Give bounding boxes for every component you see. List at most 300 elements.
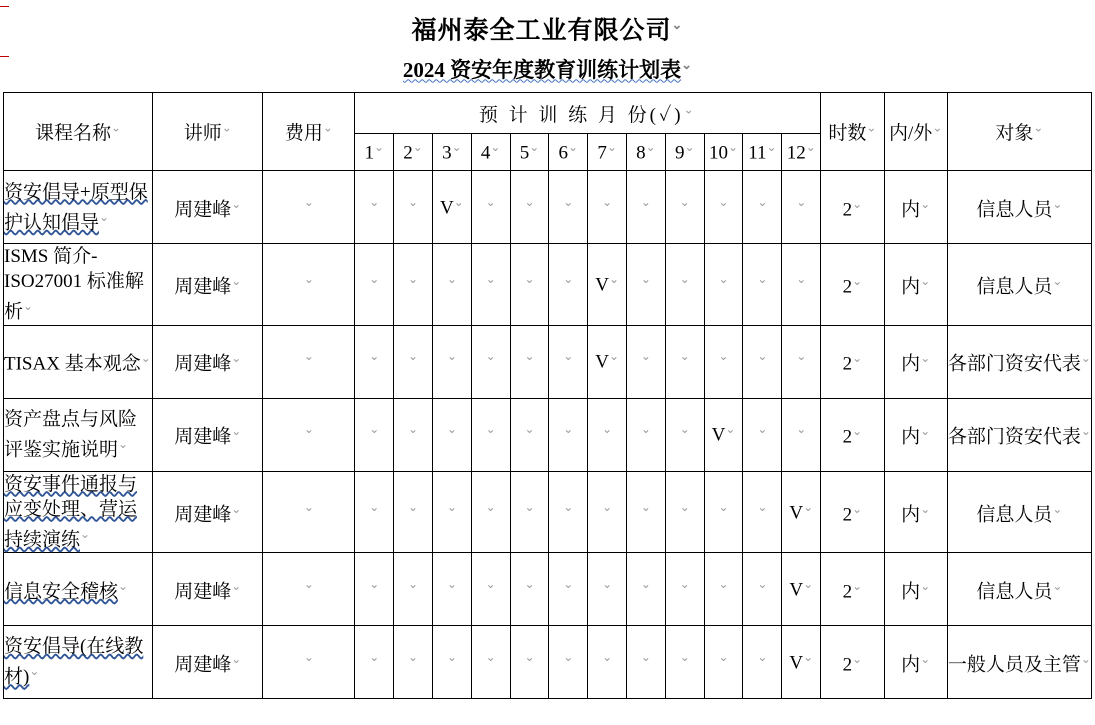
paragraph-mark-icon: ⌄ [231,501,242,516]
cell-month-1 [355,398,394,471]
paragraph-mark-icon: ⌄ [1080,424,1091,439]
paragraph-mark-icon: ⌄ [608,349,620,364]
cell-target [947,471,1091,552]
header-month-11-label: 11 [748,142,767,164]
paragraph-mark-icon: ⌄ [408,349,419,364]
paragraph-mark-icon: ⌄ [563,576,574,591]
header-month-2 [394,134,433,171]
check-mark: V [595,351,609,373]
paragraph-mark-icon: ⌄ [231,351,242,366]
cell-month-10 [704,398,743,471]
paragraph-mark-icon: ⌄ [679,349,690,364]
paragraph-mark-icon: ⌄ [231,651,242,666]
paragraph-mark-icon: ⌄ [563,349,574,364]
paragraph-mark-icon: ⌄ [568,140,579,155]
cell-target [947,398,1091,471]
paragraph-mark-icon: ⌄ [757,499,768,514]
paragraph-mark-icon: ⌄ [602,576,613,591]
paragraph-mark-icon: ⌄ [446,576,457,591]
paragraph-mark-icon: ⌄ [303,272,314,287]
cell-lecturer [153,398,263,471]
paragraph-mark-icon: ⌄ [602,422,613,437]
paragraph-mark-icon: ⌄ [408,195,419,210]
hours-value: 2 [842,353,853,375]
course-name: 信息安全稽核 [4,581,119,603]
paragraph-mark-icon: ⌄ [231,274,242,289]
header-course-label: 课程名称 [35,123,112,145]
paragraph-mark-icon: ⌄ [322,121,333,135]
target-value: 信息人员 [976,199,1053,221]
paragraph-mark-icon: ⌄ [485,649,496,664]
target-value: 一般人员及主管 [947,654,1081,676]
cell-inout [884,398,947,471]
cell-month-7 [588,471,627,552]
header-month-9 [665,134,704,171]
table-row [4,244,1092,325]
paragraph-mark-icon: ⌄ [679,195,690,210]
paragraph-mark-icon: ⌄ [602,499,613,514]
cell-month-8 [627,625,666,698]
header-month-3 [432,134,471,171]
cell-month-6 [549,171,588,244]
target-value: 各部门资安代表 [947,353,1081,375]
cell-month-6 [549,325,588,398]
paragraph-mark-icon: ⌄ [485,499,496,514]
paragraph-mark-icon: ⌄ [446,649,457,664]
paragraph-mark-icon: ⌄ [1052,578,1063,593]
cell-fee [263,325,355,398]
paragraph-mark-icon: ⌄ [805,140,816,155]
header-month-9-label: 9 [674,142,685,164]
check-mark: V [789,579,804,601]
cell-month-2 [394,552,433,625]
cell-month-3 [432,398,471,471]
paragraph-mark-icon: ⌄ [524,576,535,591]
cell-fee [263,171,355,244]
paragraph-mark-icon: ⌄ [99,209,110,224]
cell-target [947,244,1091,325]
table-row [4,625,1092,698]
paragraph-mark-icon: ⌄ [524,422,535,437]
cell-month-4 [471,471,510,552]
cell-hours [821,398,884,471]
paragraph-mark-icon: ⌄ [852,274,863,289]
paragraph-mark-icon: ⌄ [485,272,496,287]
lecturer-name: 周建峰 [174,276,232,298]
paragraph-mark-icon: ⌄ [80,526,91,541]
header-hours [821,93,884,171]
header-months-group-label: 预 计 训 练 月 份(✓) [478,104,684,126]
paragraph-mark-icon: ⌄ [369,422,380,437]
cell-hours [821,325,884,398]
paragraph-mark-icon: ⌄ [369,272,380,287]
paragraph-mark-icon: ⌄ [920,351,931,366]
hours-value: 2 [842,199,853,221]
paragraph-mark-icon: ⌄ [725,422,736,437]
paragraph-mark-icon: ⌄ [1033,121,1044,135]
cell-month-10 [704,552,743,625]
hours-value: 2 [842,654,853,676]
paragraph-mark-icon: ⌄ [679,272,690,287]
cell-month-11 [743,244,782,325]
cell-month-9 [665,552,704,625]
paragraph-mark-icon: ⌄ [453,195,464,210]
paragraph-mark-icon: ⌄ [373,140,385,155]
cell-inout [884,552,947,625]
cell-inout [884,325,947,398]
header-inout-label: 内/外 [889,123,933,145]
cell-month-4 [471,325,510,398]
paragraph-mark-icon: ⌄ [796,195,807,210]
header-lecturer-label: 讲师 [183,123,222,145]
cell-lecturer [153,171,263,244]
cell-hours [821,552,884,625]
paragraph-mark-icon: ⌄ [1052,501,1063,516]
cell-month-9 [665,325,704,398]
inout-value: 内 [901,503,921,525]
header-month-10-label: 10 [709,142,729,164]
cell-month-5 [510,398,549,471]
cell-month-3 [432,625,471,698]
header-fee-label: 费用 [284,123,323,145]
paragraph-mark-icon: ⌄ [303,649,314,664]
paragraph-mark-icon: ⌄ [803,499,814,514]
header-month-1 [355,134,394,171]
target-value: 信息人员 [976,503,1053,525]
header-month-8-label: 8 [636,142,646,164]
paragraph-mark-icon: ⌄ [852,501,863,516]
header-month-3-label: 3 [442,142,452,164]
cell-course [4,552,153,625]
cell-month-7 [588,625,627,698]
table-row [4,552,1092,625]
cell-course [4,171,153,244]
target-value: 信息人员 [976,581,1053,603]
cell-month-10 [704,171,743,244]
paragraph-mark-icon: ⌄ [408,649,419,664]
header-month-12-label: 12 [786,142,806,164]
paragraph-mark-icon: ⌄ [920,651,931,666]
cell-course [4,325,153,398]
paragraph-mark-icon: ⌄ [303,499,314,514]
paragraph-mark-icon: ⌄ [757,195,768,210]
paragraph-mark-icon: ⌄ [446,272,457,287]
cell-month-5 [510,552,549,625]
paragraph-mark-icon: ⌄ [757,349,768,364]
lecturer-name: 周建峰 [174,654,232,676]
cell-month-10 [704,625,743,698]
paragraph-mark-icon: ⌄ [231,578,242,593]
cell-month-4 [471,552,510,625]
document-title-text: 福州泰全工业有限公司 [411,17,672,45]
cell-month-10 [704,471,743,552]
header-month-6-label: 6 [558,142,569,164]
cell-month-3 [432,171,471,244]
cell-month-6 [549,552,588,625]
cell-lecturer [153,325,263,398]
paragraph-mark-icon: ⌄ [852,578,863,593]
cell-month-8 [627,325,666,398]
course-name: 资安倡导(在线教材) [4,636,144,688]
cell-month-3 [432,325,471,398]
header-lecturer [153,93,263,171]
paragraph-mark-icon: ⌄ [866,121,877,135]
cell-fee [263,398,355,471]
check-mark: V [789,501,804,523]
table-row [4,471,1092,552]
course-name: 资产盘点与风险评鉴实施说明 [4,408,138,461]
cell-month-8 [627,398,666,471]
cell-month-11 [743,552,782,625]
cell-fee [263,625,355,698]
cell-month-8 [627,471,666,552]
table-body [4,171,1092,699]
paragraph-mark-icon: ⌄ [920,424,931,439]
paragraph-mark-icon: ⌄ [602,649,613,664]
paragraph-mark-icon: ⌄ [852,197,863,212]
inout-value: 内 [901,353,921,375]
paragraph-mark-icon: ⌄ [718,272,729,287]
cell-month-4 [471,398,510,471]
table-header [4,93,1092,171]
paragraph-mark-icon: ⌄ [563,422,574,437]
cell-month-3 [432,552,471,625]
lecturer-name: 周建峰 [174,426,232,448]
paragraph-mark-icon: ⌄ [683,102,697,117]
cell-month-11 [743,398,782,471]
cell-month-2 [394,471,433,552]
header-month-4-label: 4 [480,142,491,164]
course-name: 资安事件通报与应变处理、营运持续演练 [4,473,138,550]
cell-fee [263,471,355,552]
inout-value: 内 [901,276,921,298]
document-subtitle [0,52,1095,83]
header-month-7 [588,134,627,171]
header-month-4 [471,134,510,171]
cell-course [4,244,153,325]
cell-month-1 [355,325,394,398]
paragraph-mark-icon: ⌄ [524,349,535,364]
cell-fee [263,244,355,325]
cell-target [947,171,1091,244]
paragraph-mark-icon: ⌄ [640,349,651,364]
header-hours-label: 时数 [828,123,867,145]
paragraph-mark-icon: ⌄ [640,576,651,591]
paragraph-mark-icon: ⌄ [718,195,729,210]
cell-hours [821,471,884,552]
paragraph-mark-icon: ⌄ [718,349,729,364]
paragraph-mark-icon: ⌄ [803,576,814,591]
cell-month-7 [588,244,627,325]
cell-month-1 [355,552,394,625]
cell-month-5 [510,471,549,552]
paragraph-mark-icon: ⌄ [485,576,496,591]
paragraph-mark-icon: ⌄ [645,140,656,155]
header-month-11 [743,134,782,171]
paragraph-mark-icon: ⌄ [679,499,690,514]
cell-month-7 [588,552,627,625]
document-subtitle-text: 2024 资安年度教育训练计划表 [402,58,682,83]
paragraph-mark-icon: ⌄ [221,121,232,135]
cell-month-6 [549,471,588,552]
paragraph-mark-icon: ⌄ [684,140,695,155]
document-title [0,10,1095,46]
cell-month-10 [704,325,743,398]
header-target [947,93,1091,171]
paragraph-mark-icon: ⌄ [490,140,501,155]
cell-month-9 [665,471,704,552]
paragraph-mark-icon: ⌄ [681,57,693,73]
cell-month-11 [743,471,782,552]
paragraph-mark-icon: ⌄ [524,195,535,210]
cell-month-1 [355,471,394,552]
cell-month-7 [588,171,627,244]
course-name: ISMS 简介-ISO27001 标准解析 [4,246,144,323]
hours-value: 2 [842,503,853,525]
cell-month-9 [665,171,704,244]
cell-fee [263,552,355,625]
paragraph-mark-icon: ⌄ [23,299,34,314]
paragraph-mark-icon: ⌄ [602,195,613,210]
lecturer-name: 周建峰 [174,581,232,603]
paragraph-mark-icon: ⌄ [408,576,419,591]
cell-inout [884,625,947,698]
cell-month-9 [665,398,704,471]
paragraph-mark-icon: ⌄ [803,649,814,664]
lecturer-name: 周建峰 [174,353,232,375]
cell-month-6 [549,625,588,698]
hours-value: 2 [842,426,853,448]
table-row [4,171,1092,244]
paragraph-mark-icon: ⌄ [369,499,380,514]
cell-month-11 [743,325,782,398]
paragraph-mark-icon: ⌄ [608,272,620,287]
paragraph-mark-icon: ⌄ [920,197,931,212]
header-fee [263,93,355,171]
header-course [4,93,153,171]
paragraph-mark-icon: ⌄ [920,501,931,516]
inout-value: 内 [901,581,921,603]
cell-course [4,625,153,698]
cell-lecturer [153,625,263,698]
paragraph-mark-icon: ⌄ [563,195,574,210]
lecturer-name: 周建峰 [174,199,232,221]
paragraph-mark-icon: ⌄ [29,664,40,679]
header-month-5 [510,134,549,171]
table-row [4,398,1092,471]
paragraph-mark-icon: ⌄ [1052,197,1063,212]
paragraph-mark-icon: ⌄ [524,649,535,664]
cell-month-12 [782,325,821,398]
paragraph-mark-icon: ⌄ [796,349,807,364]
table-row [4,325,1092,398]
table-header-row-1 [4,93,1092,134]
paragraph-mark-icon: ⌄ [231,197,242,212]
header-month-8 [627,134,666,171]
cell-month-10 [704,244,743,325]
cell-hours [821,171,884,244]
cell-inout [884,244,947,325]
cell-month-6 [549,244,588,325]
paragraph-mark-icon: ⌄ [640,272,651,287]
paragraph-mark-icon: ⌄ [451,140,462,155]
paragraph-mark-icon: ⌄ [446,499,457,514]
header-month-12 [782,134,821,171]
paragraph-mark-icon: ⌄ [1080,351,1091,366]
target-value: 各部门资安代表 [947,426,1081,448]
paragraph-mark-icon: ⌄ [118,578,129,593]
check-mark: V [595,274,609,296]
cell-month-4 [471,171,510,244]
cell-inout [884,471,947,552]
cell-month-9 [665,625,704,698]
paragraph-mark-icon: ⌄ [796,272,807,287]
paragraph-mark-icon: ⌄ [679,576,690,591]
cell-month-1 [355,171,394,244]
paragraph-mark-icon: ⌄ [231,424,242,439]
paragraph-mark-icon: ⌄ [369,649,380,664]
check-mark: V [711,424,726,446]
cell-target [947,625,1091,698]
paragraph-mark-icon: ⌄ [718,649,729,664]
paragraph-mark-icon: ⌄ [852,351,863,366]
cell-month-12 [782,471,821,552]
paragraph-mark-icon: ⌄ [757,422,768,437]
cell-month-7 [588,398,627,471]
paragraph-mark-icon: ⌄ [303,195,314,210]
paragraph-mark-icon: ⌄ [529,140,540,155]
title-block [0,0,1095,83]
paragraph-mark-icon: ⌄ [679,422,690,437]
cell-target [947,552,1091,625]
cell-month-4 [471,244,510,325]
paragraph-mark-icon: ⌄ [679,649,690,664]
cell-month-8 [627,171,666,244]
cell-lecturer [153,471,263,552]
paragraph-mark-icon: ⌄ [796,422,807,437]
paragraph-mark-icon: ⌄ [606,140,617,155]
paragraph-mark-icon: ⌄ [485,349,496,364]
cell-month-1 [355,244,394,325]
paragraph-mark-icon: ⌄ [766,140,777,155]
paragraph-mark-icon: ⌄ [640,422,651,437]
cell-month-12 [782,625,821,698]
lecturer-name: 周建峰 [174,503,232,525]
cell-inout [884,171,947,244]
paragraph-mark-icon: ⌄ [932,121,943,135]
course-name: TISAX 基本观念 [4,353,141,375]
cell-course [4,471,153,552]
inout-value: 内 [901,426,921,448]
paragraph-mark-icon: ⌄ [640,499,651,514]
paragraph-mark-icon: ⌄ [111,121,122,135]
cell-month-11 [743,625,782,698]
header-target-label: 对象 [995,123,1034,145]
cell-month-2 [394,244,433,325]
cell-month-8 [627,244,666,325]
cell-month-9 [665,244,704,325]
cell-month-1 [355,625,394,698]
paragraph-mark-icon: ⌄ [640,649,651,664]
cell-month-3 [432,244,471,325]
paragraph-mark-icon: ⌄ [524,272,535,287]
cell-month-5 [510,171,549,244]
paragraph-mark-icon: ⌄ [485,195,496,210]
paragraph-mark-icon: ⌄ [757,649,768,664]
cell-month-2 [394,325,433,398]
cell-month-7 [588,325,627,398]
paragraph-mark-icon: ⌄ [852,651,863,666]
